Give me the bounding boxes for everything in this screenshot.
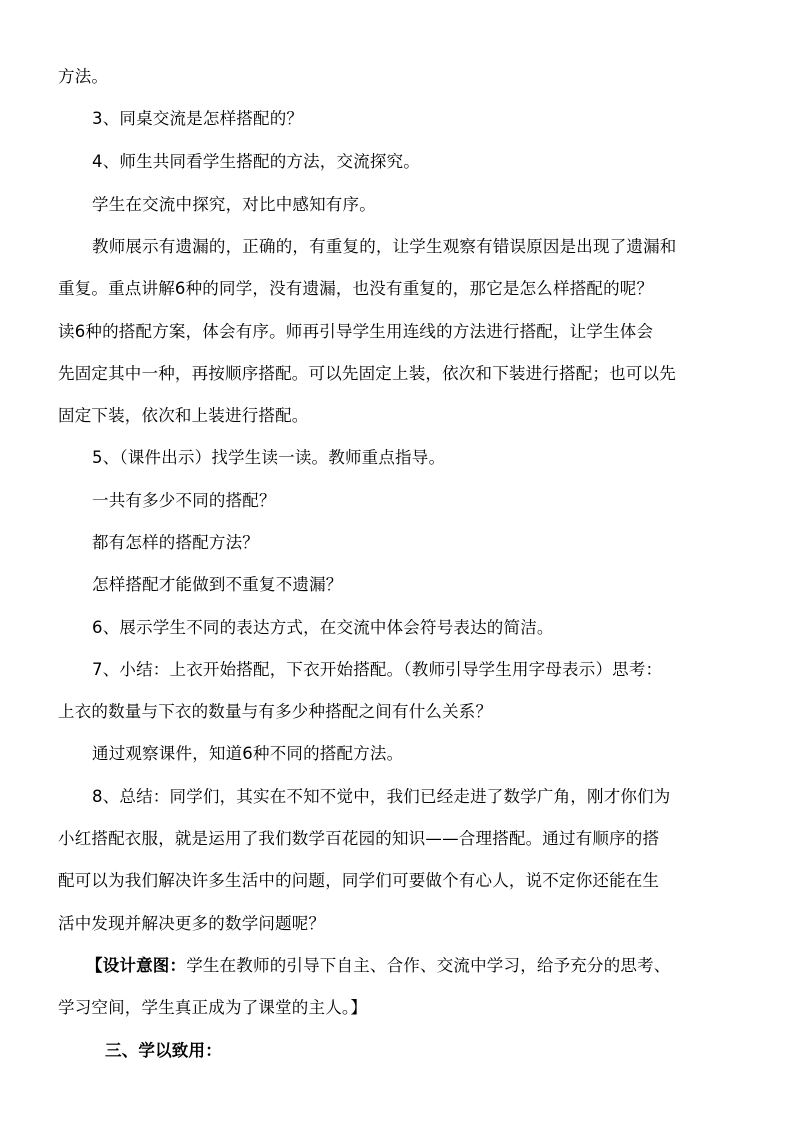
paragraph-line: 3、同桌交流是怎样搭配的？ (92, 109, 304, 128)
paragraph-line: 固定下装，依次和上装进行搭配。 (58, 406, 309, 425)
design-intent-body: 学生在教师的引导下自主、合作、交流中学习，给予充分的思考、 (186, 956, 671, 975)
paragraph-line: 教师展示有遗漏的，正确的，有重复的，让学生观察有错误原因是出现了遗漏和 (92, 237, 677, 256)
paragraph-line: 先固定其中一种，再按顺序搭配。可以先固定上装，依次和下装进行搭配；也可以先 (58, 364, 676, 383)
paragraph-line: 读6种的搭配方案，体会有序。师再引导学生用连线的方法进行搭配，让学生体会 (58, 322, 654, 341)
paragraph-line: 怎样搭配才能做到不重复不遗漏？ (92, 575, 343, 594)
paragraph-line: 通过观察课件，知道6种不同的搭配方法。 (92, 744, 404, 763)
paragraph-line: 学生在交流中探究，对比中感知有序。 (92, 195, 376, 214)
paragraph-line: 活中发现并解决更多的数学问题呢？ (58, 914, 326, 933)
design-intent-text (86, 956, 671, 975)
paragraph-line: 上衣的数量与下衣的数量与有多少种搭配之间有什么关系？ (58, 702, 493, 721)
paragraph-line: 7、小结：上衣开始搭配，下衣开始搭配。（教师引导学生用字母表示）思考： (92, 660, 663, 679)
design-intent-line: 学习空间，学生真正成为了课堂的主人。】 (58, 998, 368, 1017)
paragraph-line: 5、（课件出示）找学生读一读。教师重点指导。 (92, 448, 446, 467)
design-intent-line (86, 955, 671, 977)
paragraph-line: 8、总结：同学们，其实在不知不觉中，我们已经走进了数学广角，刚才你们为 (92, 787, 671, 806)
design-intent-label: 【设计意图： (86, 956, 187, 975)
paragraph-line: 都有怎样的搭配方法？ (92, 533, 259, 552)
paragraph-line: 配可以为我们解决许多生活中的问题，同学们可要做个有心人，说不定你还能在生 (58, 871, 660, 890)
paragraph-line: 一共有多少不同的搭配？ (92, 491, 276, 510)
paragraph-line: 4、师生共同看学生搭配的方法，交流探究。 (92, 152, 420, 171)
section-heading: 三、学以致用： (105, 1041, 222, 1060)
paragraph-line: 方法。 (58, 67, 109, 86)
paragraph-line: 重复。重点讲解6种的同学，没有遗漏，也没有重复的，那它是怎么样搭配的呢？ (58, 279, 654, 298)
paragraph-line: 小红搭配衣服，就是运用了我们数学百花园的知识——合理搭配。通过有顺序的搭 (58, 829, 660, 848)
paragraph-line: 6、展示学生不同的表达方式，在交流中体会符号表达的简洁。 (92, 618, 554, 637)
